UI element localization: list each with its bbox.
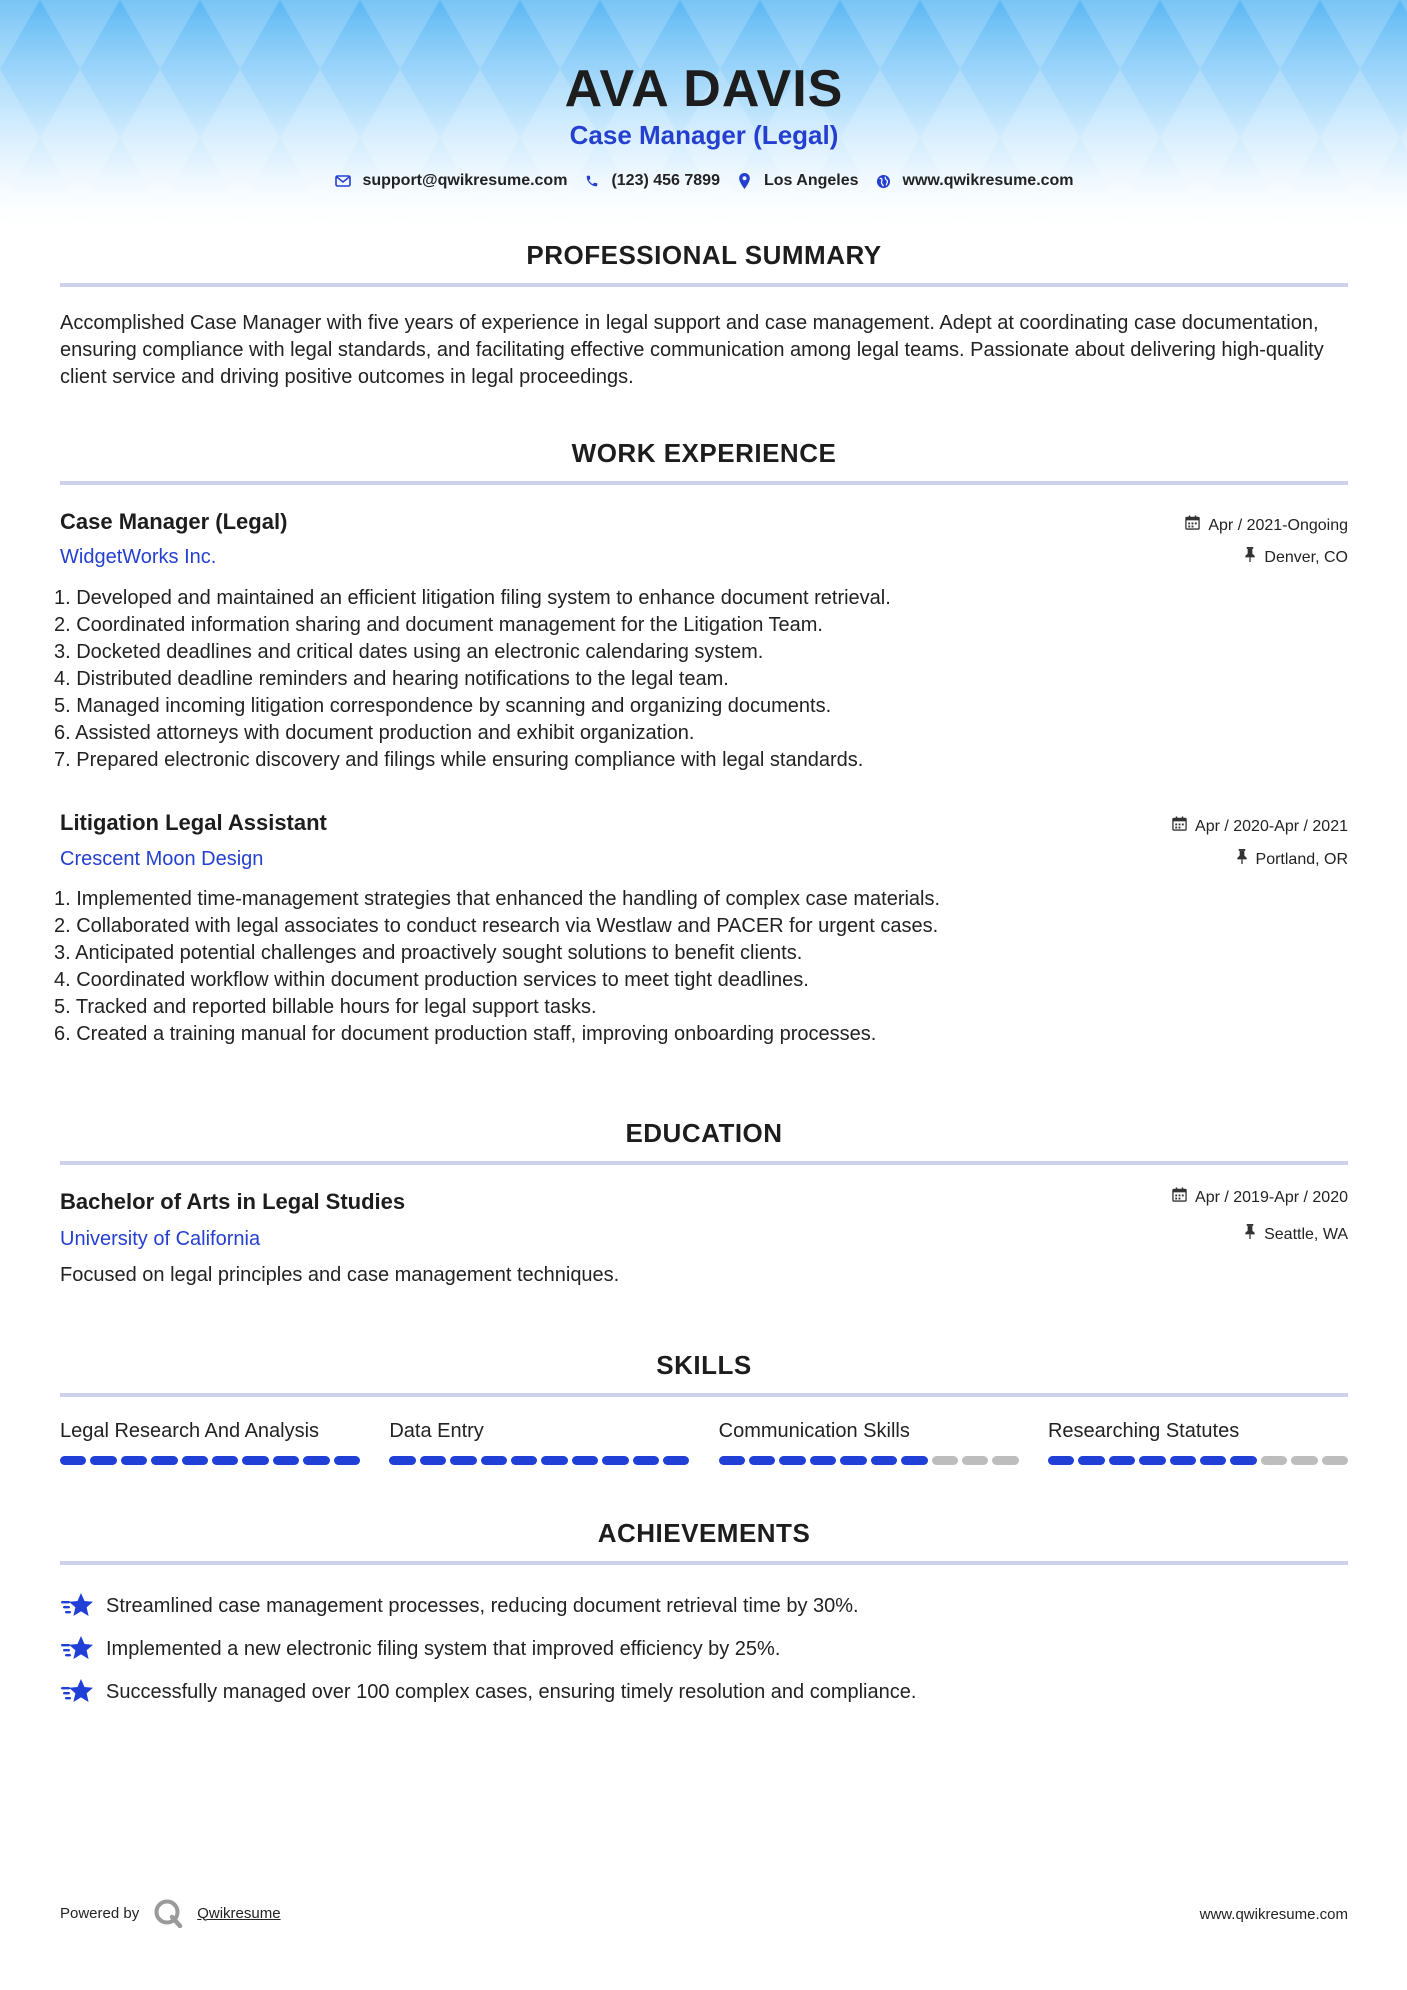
contact-row <box>60 172 1348 190</box>
achievements-divider <box>60 1561 1348 1565</box>
job-location-text: Denver, CO <box>1264 549 1348 566</box>
skill-segment-filled <box>572 1456 598 1465</box>
achievement-text: Successfully managed over 100 complex cases, ensuring timely resolution and compliance. <box>106 1680 917 1703</box>
skill-segment-filled <box>389 1456 415 1465</box>
contact-email[interactable] <box>334 172 567 190</box>
skill-segment-filled <box>242 1456 268 1465</box>
skill-segment-empty <box>1261 1456 1287 1465</box>
footer-powered-by <box>60 1898 281 1928</box>
star-icon <box>60 1591 94 1621</box>
pushpin-icon <box>1236 849 1248 871</box>
skill-level-bar <box>719 1456 1019 1465</box>
skill-segment-filled <box>1200 1456 1226 1465</box>
skill-segment-filled <box>1109 1456 1135 1465</box>
skills-heading: SKILLS <box>656 1350 752 1380</box>
list-item: 5. Managed incoming litigation correspondence by scanning and organizing documents. <box>54 695 832 717</box>
job-dates-text: Apr / 2020-Apr / 2021 <box>1195 818 1348 835</box>
job-dates-text: Apr / 2021-Ongoing <box>1208 517 1348 534</box>
skill-segment-filled <box>840 1456 866 1465</box>
job-location <box>1244 547 1348 569</box>
skill-segment-empty <box>962 1456 988 1465</box>
skill-segment-filled <box>1170 1456 1196 1465</box>
list-item: 2. Coordinated information sharing and document management for the Litigation Team. <box>54 614 823 636</box>
skill-segment-filled <box>121 1456 147 1465</box>
skill-segment-filled <box>481 1456 507 1465</box>
candidate-name: AVA DAVIS <box>564 60 844 118</box>
skills-list <box>60 1418 1348 1465</box>
calendar-icon <box>1172 1187 1187 1209</box>
contact-website[interactable] <box>875 172 1074 190</box>
calendar-icon <box>1172 816 1187 838</box>
phone-icon <box>583 172 601 190</box>
experience-heading: WORK EXPERIENCE <box>571 438 837 468</box>
map-pin-icon <box>736 172 754 190</box>
skill-segment-filled <box>60 1456 86 1465</box>
achievements-heading: ACHIEVEMENTS <box>597 1518 811 1548</box>
list-item: 6. Assisted attorneys with document production and exhibit organization. <box>54 722 695 744</box>
skill-name: Data Entry <box>389 1420 484 1442</box>
skill-segment-filled <box>810 1456 836 1465</box>
qwikresume-logo-icon <box>153 1898 183 1928</box>
skill-segment-filled <box>1048 1456 1074 1465</box>
globe-icon <box>875 172 893 190</box>
skill-name: Researching Statutes <box>1047 1420 1240 1442</box>
skill-segment-filled <box>602 1456 628 1465</box>
education-location <box>1244 1224 1348 1246</box>
job-title: Case Manager (Legal) <box>60 509 288 534</box>
footer-website[interactable]: www.qwikresume.com <box>1199 1906 1348 1923</box>
skill-segment-filled <box>182 1456 208 1465</box>
skill-segment-filled <box>633 1456 659 1465</box>
education-heading: EDUCATION <box>625 1118 783 1148</box>
list-item: 6. Created a training manual for document production staff, improving onboarding processes. <box>54 1023 877 1045</box>
contact-email-text: support@qwikresume.com <box>362 172 568 189</box>
skill-segment-filled <box>1139 1456 1165 1465</box>
skill-item <box>389 1418 689 1465</box>
skill-segment-filled <box>90 1456 116 1465</box>
skill-segment-filled <box>871 1456 897 1465</box>
job-company: Crescent Moon Design <box>60 848 264 870</box>
skill-segment-empty <box>1291 1456 1317 1465</box>
contact-phone[interactable] <box>583 172 720 190</box>
job-title: Litigation Legal Assistant <box>60 810 327 835</box>
list-item: 1. Implemented time-management strategies that enhanced the handling of complex case materials. <box>54 888 941 910</box>
skill-level-bar <box>1048 1456 1348 1465</box>
skill-segment-filled <box>719 1456 745 1465</box>
calendar-icon <box>1185 515 1200 537</box>
job-bullets <box>54 585 1348 774</box>
education-school: University of California <box>60 1228 261 1250</box>
summary-divider <box>60 283 1348 287</box>
skill-segment-empty <box>1322 1456 1348 1465</box>
skill-segment-filled <box>334 1456 360 1465</box>
contact-phone-text: (123) 456 7899 <box>611 172 720 189</box>
skill-segment-empty <box>992 1456 1018 1465</box>
skill-segment-filled <box>450 1456 476 1465</box>
education-dates <box>1172 1187 1348 1209</box>
skill-segment-empty <box>932 1456 958 1465</box>
qwikresume-link[interactable]: Qwikresume <box>197 1904 281 1922</box>
star-icon <box>60 1677 94 1707</box>
job-bullets <box>54 886 1348 1048</box>
list-item: 5. Tracked and reported billable hours for legal support tasks. <box>54 996 597 1018</box>
skill-segment-filled <box>420 1456 446 1465</box>
list-item: 2. Collaborated with legal associates to conduct research via Westlaw and PACER for urgent cases. <box>54 915 939 937</box>
contact-website-text: www.qwikresume.com <box>902 172 1074 189</box>
list-item: 4. Coordinated workflow within document production services to meet tight deadlines. <box>54 969 809 991</box>
skill-item <box>1048 1418 1348 1465</box>
skill-segment-filled <box>901 1456 927 1465</box>
envelope-icon <box>334 172 352 190</box>
achievements-list <box>60 1584 1348 1713</box>
achievement-text: Streamlined case management processes, reducing document retrieval time by 30%. <box>106 1594 859 1617</box>
contact-location-text: Los Angeles <box>763 172 859 189</box>
education-description: Focused on legal principles and case management techniques. <box>60 1264 620 1286</box>
star-icon <box>60 1634 94 1664</box>
skill-segment-filled <box>749 1456 775 1465</box>
skill-level-bar <box>389 1456 689 1465</box>
skill-item <box>719 1418 1019 1465</box>
job-company: WidgetWorks Inc. <box>60 546 217 568</box>
skill-segment-filled <box>303 1456 329 1465</box>
skill-segment-filled <box>541 1456 567 1465</box>
skill-segment-filled <box>273 1456 299 1465</box>
list-item: 3. Anticipated potential challenges and proactively sought solutions to benefit clients. <box>54 942 803 964</box>
list-item: 1. Developed and maintained an efficient litigation filing system to enhance document retrieval. <box>54 587 891 609</box>
candidate-title: Case Manager (Legal) <box>569 120 839 150</box>
job-dates <box>1172 816 1348 838</box>
list-item <box>60 1670 1348 1713</box>
job-dates <box>1185 515 1348 537</box>
summary-text: Accomplished Case Manager with five years of experience in legal support and case management. Adept at coordinating case documentation, ensuring compliance with legal standards, and facilitating effective communication among legal teams. Passionate about delivering high-quality client service and driving positive outcomes in legal proceedings. <box>60 312 1324 388</box>
list-item: 3. Docketed deadlines and critical dates using an electronic calendaring system. <box>54 641 764 663</box>
skill-segment-filled <box>151 1456 177 1465</box>
education-degree: Bachelor of Arts in Legal Studies <box>60 1189 406 1214</box>
education-divider <box>60 1161 1348 1165</box>
education-dates-text: Apr / 2019-Apr / 2020 <box>1195 1189 1348 1206</box>
skill-segment-filled <box>1078 1456 1104 1465</box>
powered-by-label: Powered by <box>60 1904 140 1922</box>
skill-segment-filled <box>663 1456 689 1465</box>
skill-segment-filled <box>1230 1456 1256 1465</box>
list-item <box>60 1584 1348 1627</box>
pushpin-icon <box>1244 547 1256 569</box>
skill-name: Communication Skills <box>718 1420 910 1442</box>
experience-divider <box>60 481 1348 485</box>
skill-segment-filled <box>511 1456 537 1465</box>
achievement-text: Implemented a new electronic filing system that improved efficiency by 25%. <box>106 1637 781 1660</box>
skill-item <box>60 1418 360 1465</box>
skill-level-bar <box>60 1456 360 1465</box>
education-location-text: Seattle, WA <box>1264 1226 1348 1243</box>
skills-divider <box>60 1393 1348 1397</box>
skill-segment-filled <box>779 1456 805 1465</box>
list-item: 7. Prepared electronic discovery and filings while ensuring compliance with legal standards. <box>54 749 864 771</box>
contact-location <box>736 172 859 190</box>
list-item: 4. Distributed deadline reminders and hearing notifications to the legal team. <box>54 668 729 690</box>
skill-name: Legal Research And Analysis <box>60 1420 320 1442</box>
skill-segment-filled <box>212 1456 238 1465</box>
list-item <box>60 1627 1348 1670</box>
pushpin-icon <box>1244 1224 1256 1246</box>
job-location-text: Portland, OR <box>1255 851 1348 868</box>
summary-heading: PROFESSIONAL SUMMARY <box>526 240 882 270</box>
job-location <box>1236 849 1348 871</box>
